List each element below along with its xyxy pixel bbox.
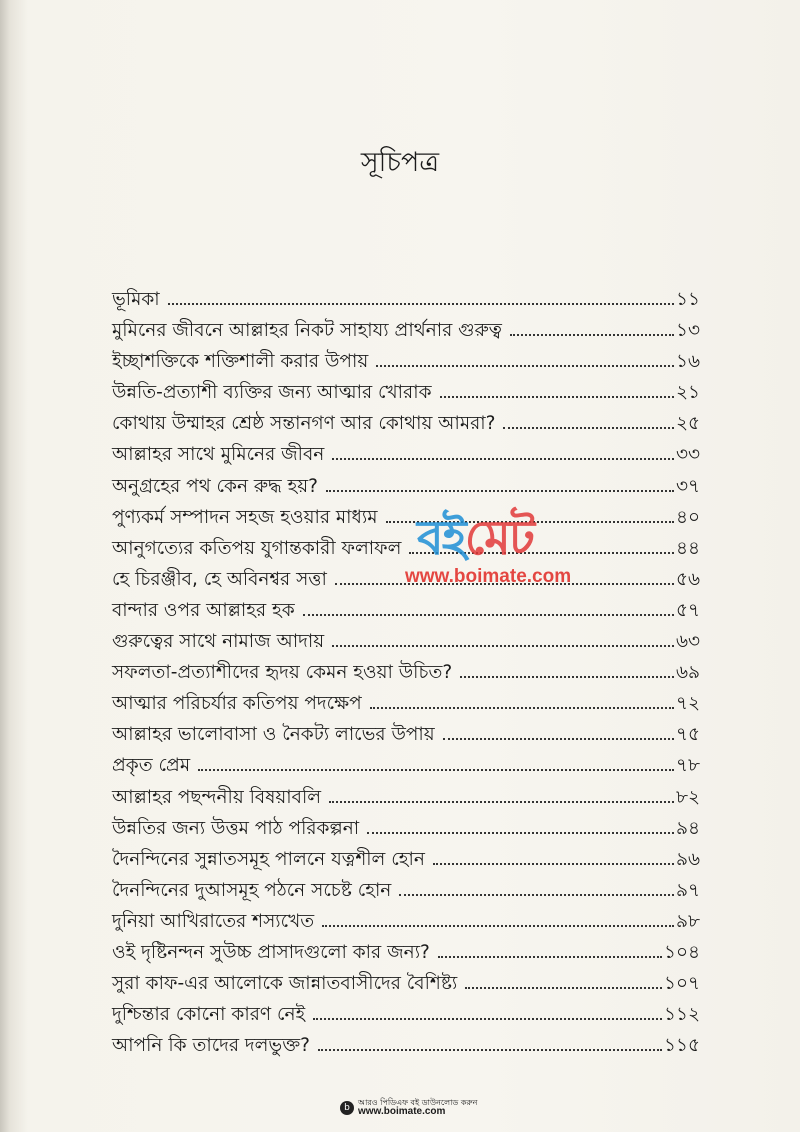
entry-title: ভূমিকা bbox=[112, 289, 160, 310]
entry-page: ৯৮ bbox=[675, 910, 700, 932]
entry-title: বান্দার ওপর আল্লাহর হক bbox=[112, 599, 295, 621]
entry-title: উন্নতির জন্য উত্তম পাঠ পরিকল্পনা bbox=[112, 817, 360, 839]
dot-leader bbox=[329, 801, 674, 803]
toc-entry[interactable] bbox=[112, 595, 700, 626]
entry-page: ২৫ bbox=[675, 413, 700, 435]
entry-title: গুরুত্বের সাথে নামাজ আদায় bbox=[112, 631, 325, 653]
toc-entry[interactable] bbox=[112, 626, 700, 657]
toc-entry[interactable] bbox=[112, 844, 700, 875]
dot-leader bbox=[198, 769, 674, 771]
dot-leader bbox=[460, 676, 674, 678]
dot-leader bbox=[438, 956, 662, 958]
entry-title: দৈনন্দিনের দুআসমূহ পঠনে সচেষ্ট হোন bbox=[112, 879, 392, 901]
toc-entry[interactable] bbox=[112, 408, 700, 439]
entry-title: মুমিনের জীবনে আল্লাহর নিকট সাহায্য প্রার্থনার গুরুত্ব bbox=[112, 320, 502, 342]
dot-leader bbox=[332, 458, 674, 460]
toc-entry[interactable] bbox=[112, 502, 700, 533]
entry-title: দুশ্চিন্তার কোনো কারণ নেই bbox=[112, 1004, 306, 1026]
entry-page: ৯৭ bbox=[675, 879, 700, 901]
entry-title: আপনি কি তাদের দলভুক্ত? bbox=[112, 1035, 311, 1057]
dot-leader bbox=[376, 365, 674, 367]
entry-page: ১১ bbox=[675, 289, 700, 310]
toc-entry[interactable] bbox=[112, 471, 700, 502]
toc-entry[interactable] bbox=[112, 750, 700, 781]
footer-text: আরও পিডিএফ বই ডাউনলোড করুন bbox=[358, 1098, 478, 1107]
toc-entry[interactable] bbox=[112, 439, 700, 470]
entry-page: ৫৭ bbox=[675, 599, 700, 621]
entry-page: ১৬ bbox=[675, 351, 700, 373]
entry-title: ওই দৃষ্টিনন্দন সুউচ্চ প্রাসাদগুলো কার জন্য? bbox=[112, 941, 430, 963]
entry-title: প্রকৃত প্রেম bbox=[112, 755, 191, 777]
entry-title: হে চিরঞ্জীব, হে অবিনশ্বর সত্তা bbox=[112, 568, 327, 590]
entry-title: উন্নতি-প্রত্যাশী ব্যক্তির জন্য আত্মার খোরাক bbox=[112, 382, 432, 404]
watermark-url: www.boimate.com bbox=[405, 566, 572, 587]
watermark-logo: বইমেট bbox=[417, 510, 533, 566]
toc-entry[interactable] bbox=[112, 719, 700, 750]
toc-entry[interactable] bbox=[112, 688, 700, 719]
entry-page: ৩৭ bbox=[675, 475, 700, 497]
footer bbox=[340, 1098, 477, 1117]
entry-title: আল্লাহর পছন্দনীয় বিষয়াবলি bbox=[112, 786, 322, 808]
dot-leader bbox=[326, 490, 674, 492]
dot-leader bbox=[318, 1049, 662, 1051]
toc-entry[interactable] bbox=[112, 813, 700, 844]
entry-page: ৭২ bbox=[675, 693, 700, 715]
dot-leader bbox=[332, 645, 674, 647]
dot-leader bbox=[386, 521, 674, 523]
toc-entry[interactable] bbox=[112, 999, 700, 1030]
entry-page: ৯৬ bbox=[675, 848, 700, 870]
toc-entry[interactable] bbox=[112, 346, 700, 377]
dot-leader bbox=[443, 738, 674, 740]
dot-leader bbox=[510, 334, 674, 336]
dot-leader bbox=[313, 1018, 662, 1020]
entry-title: সফলতা-প্রত্যাশীদের হৃদয় কেমন হওয়া উচিত? bbox=[112, 662, 453, 684]
entry-page: ৭৮ bbox=[675, 755, 700, 777]
dot-leader bbox=[503, 427, 673, 429]
table-of-contents bbox=[112, 284, 700, 1061]
entry-title: আল্লাহর ভালোবাসা ও নৈকট্য লাভের উপায় bbox=[112, 724, 435, 746]
dot-leader bbox=[303, 614, 674, 616]
entry-page: ৭৫ bbox=[675, 724, 700, 746]
logo-icon: b bbox=[340, 1101, 354, 1115]
toc-entry[interactable] bbox=[112, 1030, 700, 1061]
dot-leader bbox=[322, 925, 674, 927]
entry-page: ৯৪ bbox=[675, 817, 700, 839]
entry-title: কোথায় উম্মাহর শ্রেষ্ঠ সন্তানগণ আর কোথায় আমরা? bbox=[112, 413, 496, 435]
entry-page: ১০৪ bbox=[663, 941, 700, 963]
entry-page: ১১২ bbox=[663, 1004, 700, 1026]
entry-title: দুনিয়া আখিরাতের শস্যখেত bbox=[112, 910, 315, 932]
entry-page: ৫৬ bbox=[675, 568, 700, 590]
toc-entry[interactable] bbox=[112, 875, 700, 906]
dot-leader bbox=[335, 583, 674, 585]
entry-page: ৬৩ bbox=[675, 631, 700, 653]
entry-page: ৩৩ bbox=[675, 444, 700, 466]
dot-leader bbox=[168, 303, 674, 305]
dot-leader bbox=[433, 863, 674, 865]
dot-leader bbox=[440, 396, 674, 398]
entry-page: ১৩ bbox=[675, 320, 700, 342]
toc-entry[interactable] bbox=[112, 564, 700, 595]
entry-page: ৬৯ bbox=[675, 662, 700, 684]
toc-entry[interactable] bbox=[112, 284, 700, 315]
entry-page: ২১ bbox=[675, 382, 700, 404]
dot-leader bbox=[399, 894, 674, 896]
entry-title: ইচ্ছাশক্তিকে শক্তিশালী করার উপায় bbox=[112, 351, 369, 373]
entry-page: ৪৪ bbox=[675, 537, 700, 559]
entry-title: পুণ্যকর্ম সম্পাদন সহজ হওয়ার মাধ্যম bbox=[112, 506, 378, 528]
entry-page: ১০৭ bbox=[663, 973, 700, 995]
toc-entry[interactable] bbox=[112, 657, 700, 688]
dot-leader bbox=[370, 707, 674, 709]
toc-entry[interactable] bbox=[112, 906, 700, 937]
entry-title: আত্মার পরিচর্যার কতিপয় পদক্ষেপ bbox=[112, 693, 362, 715]
toc-entry[interactable] bbox=[112, 968, 700, 999]
dot-leader bbox=[409, 552, 674, 554]
dot-leader bbox=[465, 987, 662, 989]
toc-entry[interactable] bbox=[112, 315, 700, 346]
entry-title: অনুগ্রহের পথ কেন রুদ্ধ হয়? bbox=[112, 475, 318, 497]
footer-url[interactable]: www.boimate.com bbox=[358, 1106, 446, 1117]
toc-entry[interactable] bbox=[112, 377, 700, 408]
toc-entry[interactable] bbox=[112, 937, 700, 968]
dot-leader bbox=[367, 832, 674, 834]
toc-entry[interactable] bbox=[112, 782, 700, 813]
entry-title: আল্লাহর সাথে মুমিনের জীবন bbox=[112, 444, 325, 466]
page-title: সূচিপত্র bbox=[360, 147, 440, 178]
entry-title: দৈনন্দিনের সুন্নাতসমূহ পালনে যত্নশীল হোন bbox=[112, 848, 425, 870]
entry-page: ৮২ bbox=[675, 786, 700, 808]
toc-entry[interactable] bbox=[112, 533, 700, 564]
entry-page: ১১৫ bbox=[663, 1035, 700, 1057]
entry-title: আনুগত্যের কতিপয় যুগান্তকারী ফলাফল bbox=[112, 537, 402, 559]
entry-page: ৪০ bbox=[675, 506, 700, 528]
entry-title: সুরা কাফ-এর আলোকে জান্নাতবাসীদের বৈশিষ্ট্য bbox=[112, 973, 458, 995]
